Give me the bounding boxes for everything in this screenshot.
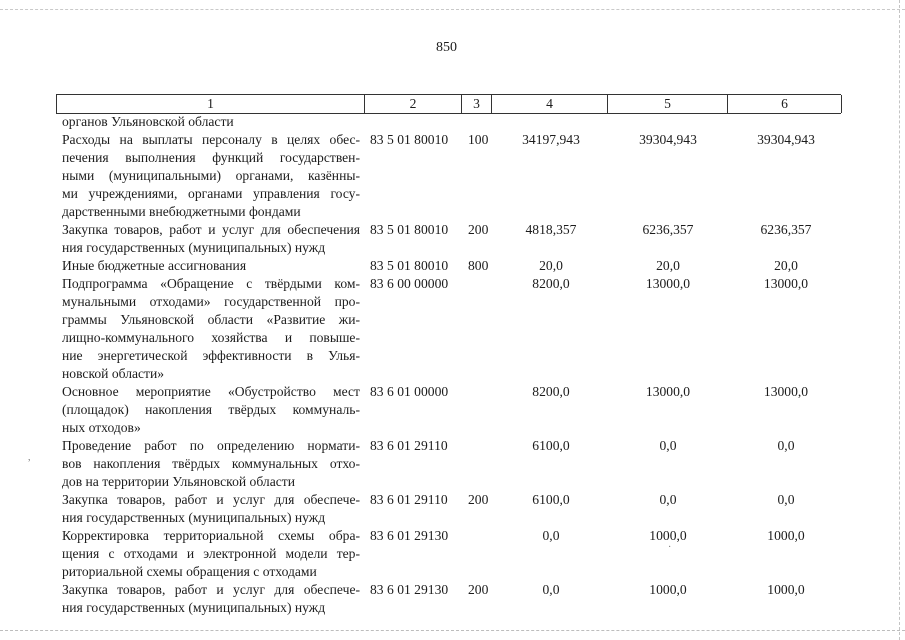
amount-col-5: 6236,357 <box>642 222 694 237</box>
table-header-row <box>56 94 841 114</box>
row-description-line: Основное мероприятие «Обустройство мест <box>62 384 360 399</box>
target-article-code: 83 5 01 80010 <box>370 222 449 237</box>
amount-col-6: 6236,357 <box>760 222 812 237</box>
column-header-4: 4 <box>491 95 607 113</box>
amount-col-4: 0,0 <box>542 528 560 543</box>
target-article-code: 83 5 01 80010 <box>370 132 449 147</box>
amount-col-6: 0,0 <box>777 438 795 453</box>
amount-col-5: 0,0 <box>659 492 677 507</box>
row-description-line: Корректировка территориальной схемы обра- <box>62 528 360 543</box>
amount-col-4: 0,0 <box>542 582 560 597</box>
target-article-code: 83 6 01 29130 <box>370 582 449 597</box>
target-article-code: 83 6 01 29130 <box>370 528 449 543</box>
row-description-line: мунальными отходами» государственной про- <box>62 294 360 309</box>
row-description-line: ными (муниципальными) органами, казённы- <box>62 168 360 183</box>
amount-col-5: 39304,943 <box>639 132 697 147</box>
amount-col-5: 13000,0 <box>645 276 691 291</box>
expense-type-code: 200 <box>468 582 489 597</box>
row-description-line: граммы Ульяновской области «Развитие жи- <box>62 312 360 327</box>
amount-col-4: 4818,357 <box>525 222 577 237</box>
column-header-2: 2 <box>364 95 461 113</box>
target-article-code: 83 6 00 00000 <box>370 276 449 291</box>
row-description-line: Закупка товаров, работ и услуг для обеспече- <box>62 492 360 507</box>
page-number: 850 <box>436 40 457 55</box>
amount-col-4: 6100,0 <box>532 438 570 453</box>
row-description-line: (площадок) накопления твёрдых коммуналь- <box>62 402 360 417</box>
amount-col-5: 1000,0 <box>649 528 687 543</box>
amount-col-6: 13000,0 <box>763 384 809 399</box>
scan-bottom-edge <box>0 630 905 631</box>
row-description-line: Иные бюджетные ассигнования <box>62 258 247 273</box>
row-description-line: ния государственных (муниципальных) нужд <box>62 600 326 615</box>
amount-col-6: 0,0 <box>777 492 795 507</box>
row-description-line: новской области» <box>62 366 165 381</box>
amount-col-4: 34197,943 <box>522 132 580 147</box>
amount-col-5: 13000,0 <box>645 384 691 399</box>
column-header-5: 5 <box>607 95 727 113</box>
amount-col-5: 0,0 <box>659 438 677 453</box>
amount-col-6: 1000,0 <box>767 528 805 543</box>
expense-type-code: 100 <box>468 132 489 147</box>
expense-type-code: 800 <box>468 258 489 273</box>
row-description-line: ных отходов» <box>62 420 141 435</box>
amount-col-6: 20,0 <box>774 258 798 273</box>
expense-type-code: 200 <box>468 222 489 237</box>
column-header-1: 1 <box>56 95 364 113</box>
row-description-line: ми учреждениями, органами управления госу- <box>62 186 360 201</box>
expense-type-code: 200 <box>468 492 489 507</box>
row-description-line: Проведение работ по определению нормати- <box>62 438 360 453</box>
scan-top-edge <box>0 9 905 10</box>
row-description-line: щения с отходами и электронной модели тер- <box>62 546 360 561</box>
column-header-3: 3 <box>461 95 491 113</box>
row-description-line: ния государственных (муниципальных) нужд <box>62 510 326 525</box>
amount-col-6: 39304,943 <box>757 132 815 147</box>
row-description-line: лищно-коммунального хозяйства и повыше- <box>62 330 360 345</box>
row-description-line: ния государственных (муниципальных) нужд <box>62 240 326 255</box>
amount-col-4: 6100,0 <box>532 492 570 507</box>
scan-speck: · <box>668 542 672 553</box>
amount-col-6: 1000,0 <box>767 582 805 597</box>
amount-col-5: 1000,0 <box>649 582 687 597</box>
row-description-line: ние энергетической эффективности в Улья- <box>62 348 360 363</box>
row-description-line: вов накопления твёрдых коммунальных отхо- <box>62 456 360 471</box>
target-article-code: 83 6 01 29110 <box>370 492 448 507</box>
row-description-line: риториальной схемы обращения с отходами <box>62 564 317 579</box>
amount-col-4: 8200,0 <box>532 276 570 291</box>
row-description-line: Подпрограмма «Обращение с твёрдыми ком- <box>62 276 360 291</box>
row-description-line: Закупка товаров, работ и услуг для обеспече- <box>62 582 360 597</box>
amount-col-6: 13000,0 <box>763 276 809 291</box>
row-description-line: органов Ульяновской области <box>62 114 234 129</box>
target-article-code: 83 6 01 29110 <box>370 438 448 453</box>
amount-col-5: 20,0 <box>656 258 680 273</box>
row-description-line: печения выполнения функций государствен- <box>62 150 360 165</box>
row-description-line: дарственными внебюджетными фондами <box>62 204 301 219</box>
column-header-6: 6 <box>727 95 842 113</box>
target-article-code: 83 5 01 80010 <box>370 258 449 273</box>
row-description-line: дов на территории Ульяновской области <box>62 474 295 489</box>
row-description-line: Расходы на выплаты персоналу в целях обес- <box>62 132 360 147</box>
target-article-code: 83 6 01 00000 <box>370 384 449 399</box>
scan-speck: , <box>28 452 31 463</box>
scan-right-edge <box>899 0 900 640</box>
amount-col-4: 20,0 <box>539 258 563 273</box>
amount-col-4: 8200,0 <box>532 384 570 399</box>
row-description-line: Закупка товаров, работ и услуг для обеспечения <box>62 222 360 237</box>
